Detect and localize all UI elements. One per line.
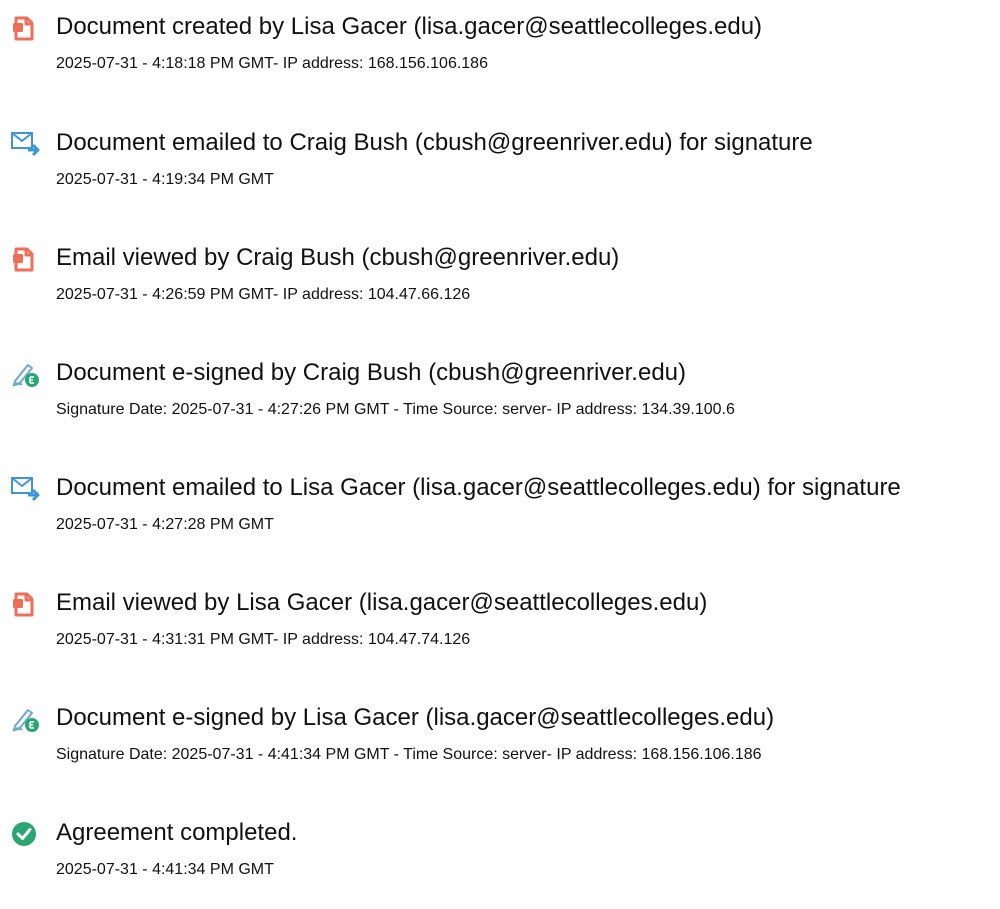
email-sent-icon (10, 474, 40, 504)
event-title: Document emailed to Lisa Gacer (lisa.gacer@seattlecolleges.edu) for signature (56, 474, 901, 501)
document-icon (10, 589, 40, 619)
document-icon (10, 244, 40, 274)
document-icon (10, 13, 40, 43)
event-title: Agreement completed. (56, 819, 298, 846)
audit-event-e-signed (0, 704, 1000, 794)
event-title: Document created by Lisa Gacer (lisa.gacer@seattlecolleges.edu) (56, 13, 763, 40)
event-detail: 2025-07-31 - 4:18:18 PM GMT- IP address: 168.156.106.186 (56, 55, 488, 72)
event-detail: Signature Date: 2025-07-31 - 4:41:34 PM GMT - Time Source: server- IP address: 168.156.106.186 (56, 746, 762, 763)
audit-event-agreement-completed (0, 819, 1000, 909)
event-title: Email viewed by Lisa Gacer (lisa.gacer@seattlecolleges.edu) (56, 589, 708, 616)
audit-event-document-created (0, 13, 1000, 103)
event-detail: 2025-07-31 - 4:27:28 PM GMT (56, 516, 274, 533)
event-title: Document emailed to Craig Bush (cbush@greenriver.edu) for signature (56, 129, 813, 156)
checkmark-circle-icon (10, 819, 40, 849)
email-sent-icon (10, 129, 40, 159)
event-detail: Signature Date: 2025-07-31 - 4:27:26 PM GMT - Time Source: server- IP address: 134.39.100.6 (56, 401, 735, 418)
event-detail: 2025-07-31 - 4:31:31 PM GMT- IP address: 104.47.74.126 (56, 631, 471, 648)
esign-pen-icon (10, 704, 40, 734)
audit-event-e-signed (0, 359, 1000, 449)
event-detail: 2025-07-31 - 4:41:34 PM GMT (56, 861, 274, 878)
audit-event-email-viewed (0, 244, 1000, 334)
audit-event-emailed-for-signature (0, 129, 1000, 219)
event-title: Document e-signed by Lisa Gacer (lisa.gacer@seattlecolleges.edu) (56, 704, 775, 731)
event-title: Email viewed by Craig Bush (cbush@greenriver.edu) (56, 244, 620, 271)
audit-event-emailed-for-signature (0, 474, 1000, 564)
audit-event-email-viewed (0, 589, 1000, 679)
event-detail: 2025-07-31 - 4:19:34 PM GMT (56, 171, 274, 188)
esign-pen-icon (10, 359, 40, 389)
event-detail: 2025-07-31 - 4:26:59 PM GMT- IP address: 104.47.66.126 (56, 286, 471, 303)
event-title: Document e-signed by Craig Bush (cbush@greenriver.edu) (56, 359, 687, 386)
